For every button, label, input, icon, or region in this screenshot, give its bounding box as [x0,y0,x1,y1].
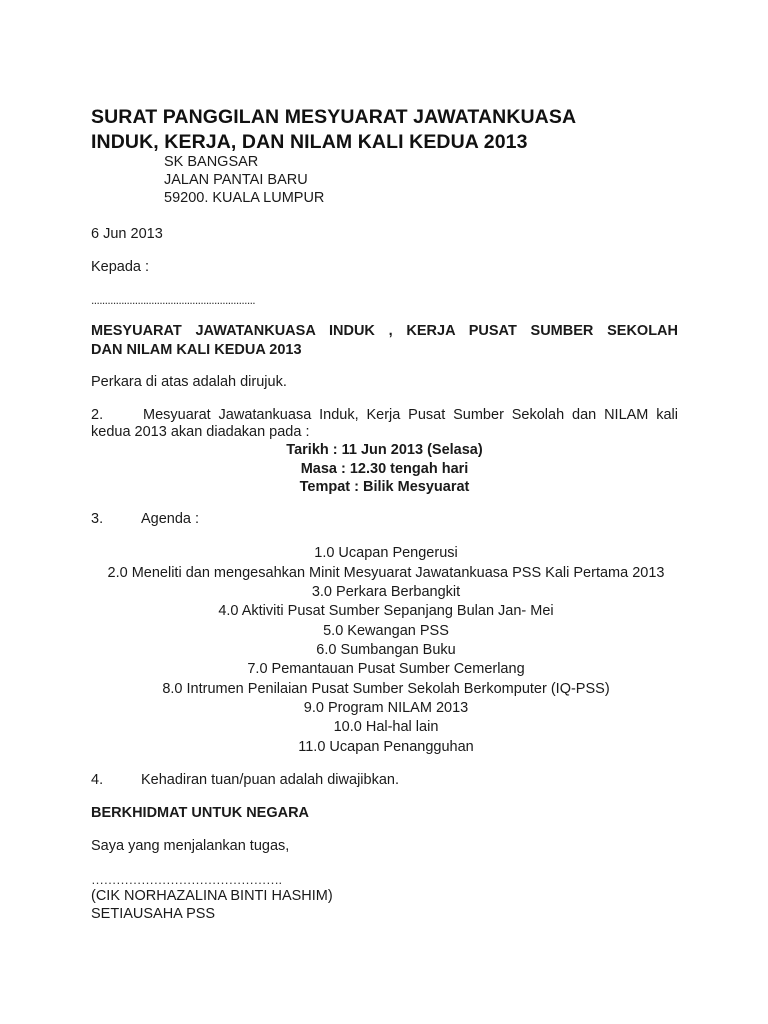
para2-line2: kedua 2013 akan diadakan pada : [91,424,310,440]
address-line1: SK BANGSAR [164,154,259,170]
closing-text: Saya yang menjalankan tugas, [91,838,290,854]
address-line3: 59200. KUALA LUMPUR [164,190,325,206]
letter-title-line2: INDUK, KERJA, DAN NILAM KALI KEDUA 2013 [91,131,528,153]
agenda-item-3: 3.0 Perkara Berbangkit [311,584,461,600]
motto: BERKHIDMAT UNTUK NEGARA [91,805,310,821]
agenda-item-10: 10.0 Hal-hal lain [333,719,439,735]
subject-line1: MESYUARAT JAWATANKUASA INDUK , KERJA PUSAT SUMBER SEKOLAH [91,323,678,339]
detail-masa: Masa : 12.30 tengah hari [300,461,469,477]
address-line2: JALAN PANTAI BARU [164,172,308,188]
intro-text: Perkara di atas adalah dirujuk. [91,374,287,390]
para2-number: 2. [91,407,104,423]
agenda-item-6: 6.0 Sumbangan Buku [316,642,456,658]
agenda-item-8: 8.0 Intrumen Penilaian Pusat Sumber Sekolah Berkomputer (IQ-PSS) [162,681,610,697]
agenda-label: Agenda : [141,511,200,527]
agenda-item-9: 9.0 Program NILAM 2013 [303,700,469,716]
para4-number: 4. [91,772,104,788]
letter-date: 6 Jun 2013 [91,226,163,242]
recipient-label: Kepada : [91,259,150,275]
agenda-item-4: 4.0 Aktiviti Pusat Sumber Sepanjang Bulan Jan- Mei [218,603,554,619]
signature-line: ………………………………………. [91,872,282,887]
para2-line1: Mesyuarat Jawatankuasa Induk, Kerja Pusat Sumber Sekolah dan NILAM kali [143,407,678,423]
agenda-item-7: 7.0 Pemantauan Pusat Sumber Cemerlang [247,661,525,677]
agenda-item-5: 5.0 Kewangan PSS [323,623,449,639]
agenda-item-11: 11.0 Ucapan Penangguhan [298,739,474,755]
agenda-item-2: 2.0 Meneliti dan mengesahkan Minit Mesyuarat Jawatankuasa PSS Kali Pertama 2013 [107,565,665,581]
para4-text: Kehadiran tuan/puan adalah diwajibkan. [141,772,399,788]
letter-title-line1: SURAT PANGGILAN MESYUARAT JAWATANKUASA [91,106,577,128]
subject-line2: DAN NILAM KALI KEDUA 2013 [91,342,302,358]
signatory-position: SETIAUSAHA PSS [91,906,216,922]
signatory-name: (CIK NORHAZALINA BINTI HASHIM) [91,888,333,904]
para3-number: 3. [91,511,104,527]
agenda-item-1: 1.0 Ucapan Pengerusi [314,545,458,561]
detail-tempat: Tempat : Bilik Mesyuarat [299,479,470,495]
recipient-placeholder: ............................................................ [91,293,256,307]
detail-tarikh: Tarikh : 11 Jun 2013 (Selasa) [286,442,483,458]
